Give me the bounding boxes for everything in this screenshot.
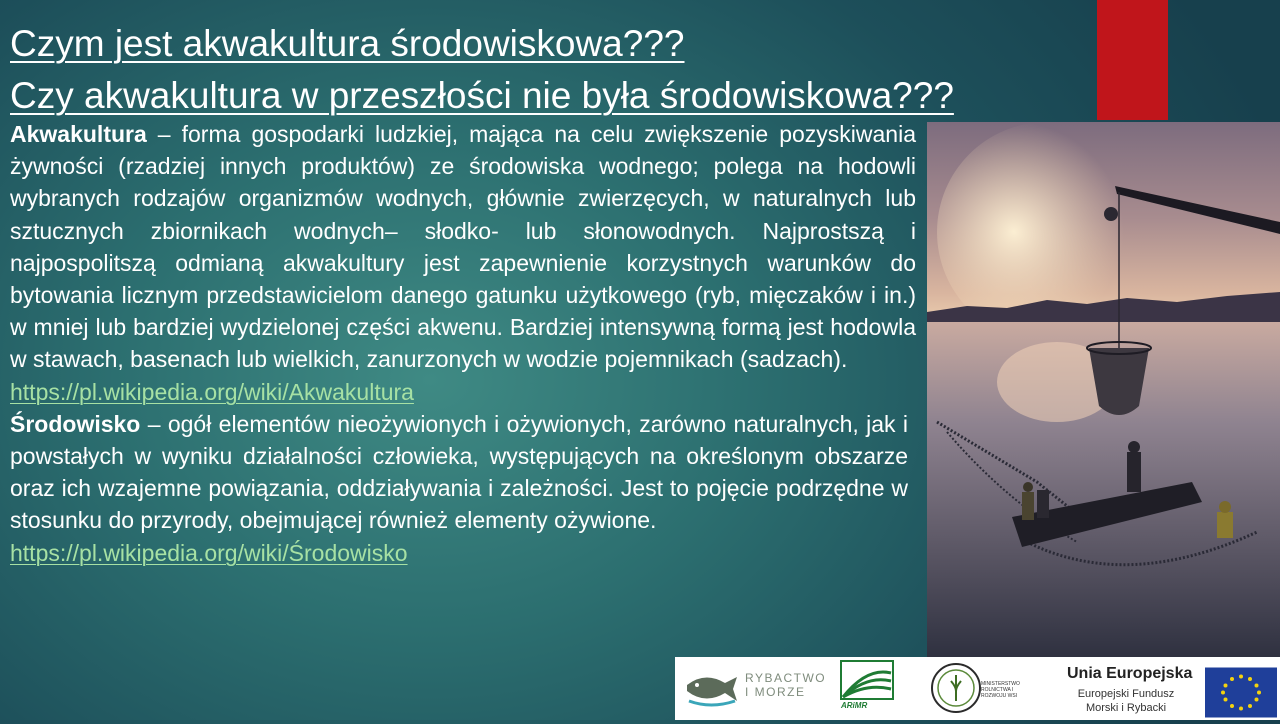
sponsor-logos-bar	[675, 657, 1280, 720]
akwakultura-definition: – forma gospodarki ludzkiej, mająca na celu zwiększenie pozyskiwania żywności (rzadziej innych produktów) ze środowiska wodnego; polega na hodowli wybranych rodzajów organizmów wodnych, głównie zwierzęcych, w naturalnych lub sztucznych zbiornikach wodnych– słodko- lub słonowodnych. Najprostszą i najpospolitszą odmianą akwakultury jest zapewnienie korzystnych warunków do bytowania licznym przedstawicielom danego gatunku użytkowego (ryb, mięczaków i in.) w mniej lub bardziej wydzielonej części akwenu. Bardziej intensywną formą jest hodowla w stawach, basenach lub wielkich, zanurzonych w wodzie pojemnikach (sadzach).	[10, 121, 916, 373]
title-line-2: Czy akwakultura w przeszłości nie była środowiskowa???	[10, 75, 954, 116]
rybactwo-logo-text: RYBACTWO I MORZE	[745, 671, 827, 699]
red-accent-block	[1097, 0, 1168, 120]
rybactwo-fish-icon	[681, 657, 743, 720]
ministry-logo-text: MINISTERSTWO ROLNICTWA I ROZWOJU WSI	[981, 681, 1020, 699]
slide-title	[10, 18, 1100, 122]
eu-flag-icon	[1205, 661, 1277, 724]
arimr-logo-text: ARiMR	[841, 701, 868, 710]
arimr-logo-icon	[837, 657, 897, 720]
akwakultura-wiki-link[interactable]: https://pl.wikipedia.org/wiki/Akwakultura	[10, 378, 414, 405]
aquaculture-photo	[927, 122, 1280, 657]
srodowisko-block	[10, 408, 908, 569]
srodowisko-wiki-link[interactable]: https://pl.wikipedia.org/wiki/Środowisko	[10, 539, 408, 566]
eu-title: Unia Europejska	[1067, 665, 1193, 682]
fishing-scene-illustration	[927, 122, 1280, 657]
ministry-emblem-icon	[929, 657, 983, 720]
srodowisko-term: Środowisko	[10, 410, 141, 437]
title-line-1: Czym jest akwakultura środowiskowa???	[10, 23, 685, 64]
srodowisko-paragraph	[10, 408, 908, 537]
srodowisko-definition: – ogół elementów nieożywionych i ożywionych, zarówno naturalnych, jak i powstałych w wyniku działalności człowieka, występujących na określonym obszarze oraz ich wzajemne powiązania, oddziaływania i zależności. Jest to pojęcie podrzędne w stosunku do przyrody, obejmującej również elementy ożywione.	[10, 410, 908, 534]
body-text	[10, 118, 916, 569]
eu-subtitle: Europejski Fundusz Morski i Rybacki	[1077, 688, 1175, 714]
akwakultura-paragraph	[10, 118, 916, 376]
akwakultura-term: Akwakultura	[10, 121, 147, 147]
